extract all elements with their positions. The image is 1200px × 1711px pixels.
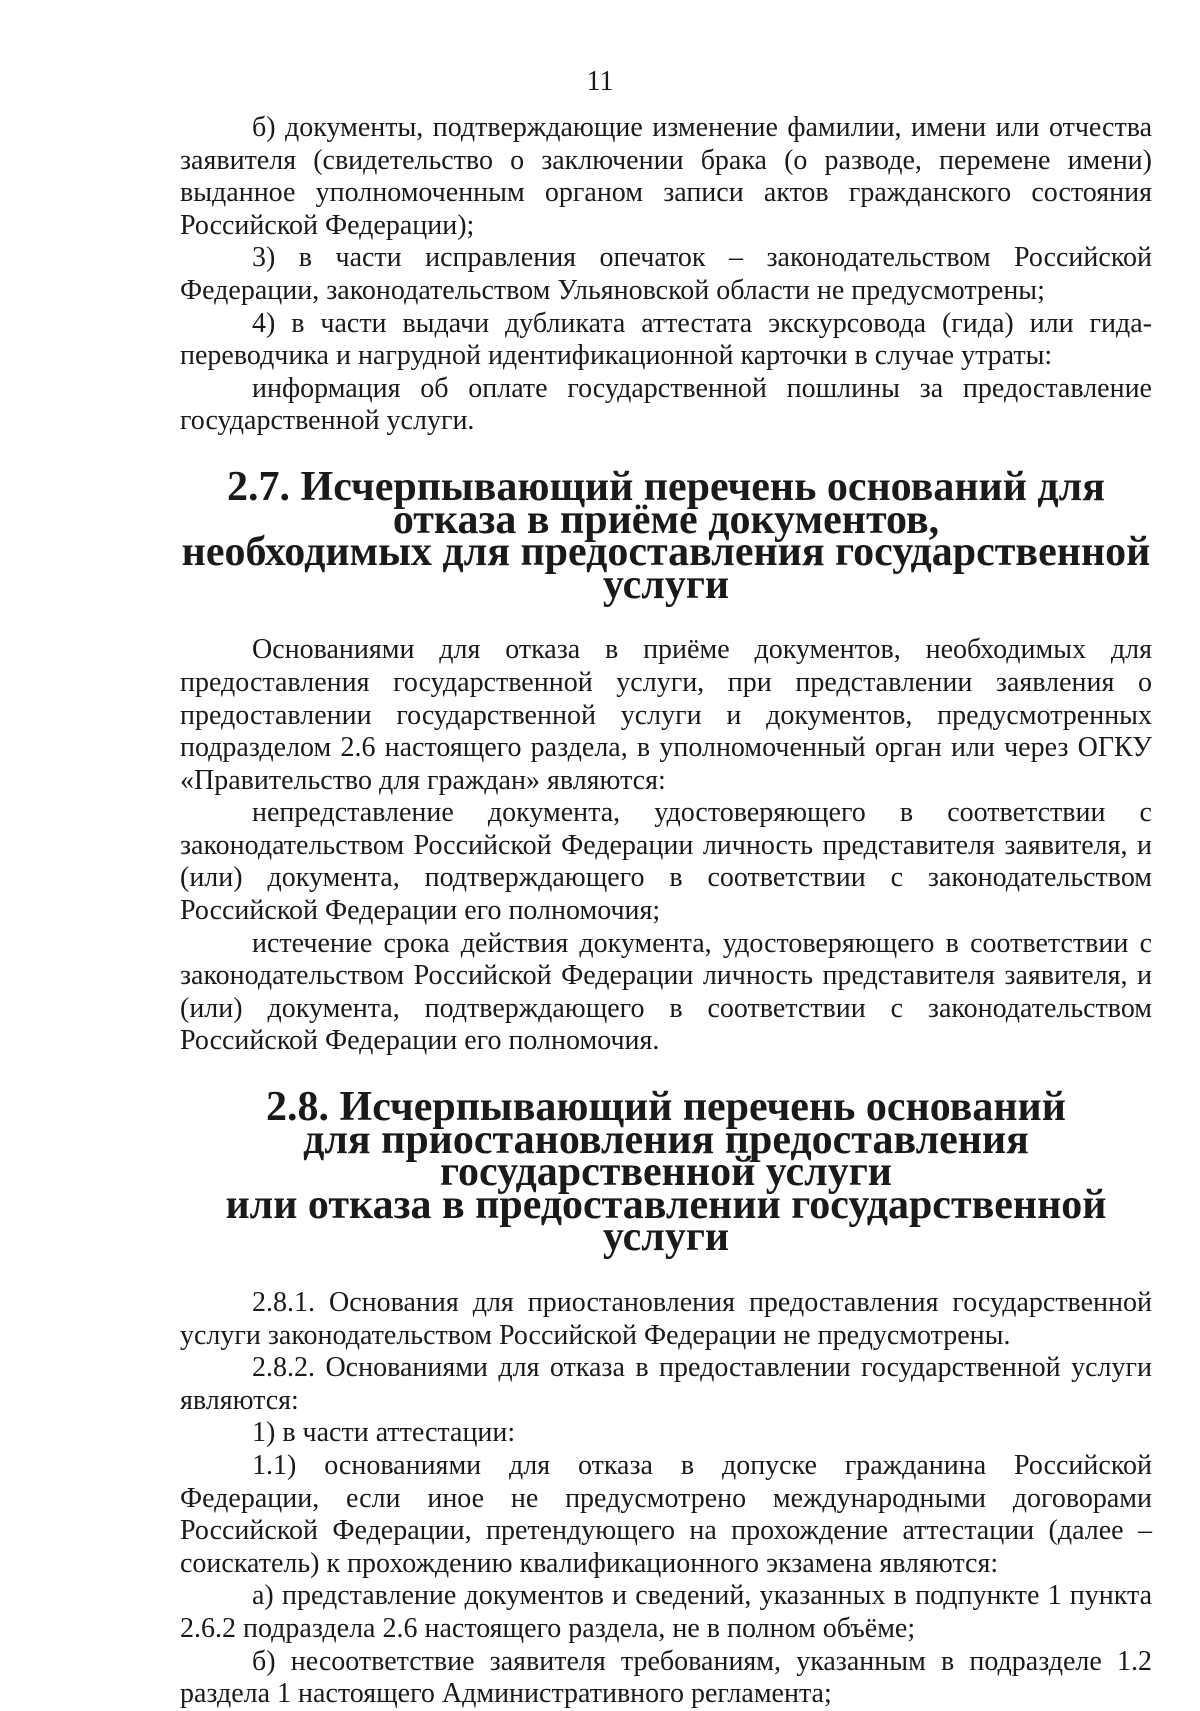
paragraph: 2.8.2. Основаниями для отказа в предоставлении государственной услуги являются: xyxy=(180,1352,1152,1416)
paragraph: Основаниями для отказа в приёме документов, необходимых для предоставления государственной услуги, при представлении заявления о предоставлении государственной услуги и документов, предусмотренных подразделом 2.6 настоящего раздела, в уполномоченный орган или через ОГКУ «Правительство для граждан» являются: xyxy=(180,634,1152,796)
heading-line: 2.8. Исчерпывающий перечень оснований xyxy=(266,1084,1066,1131)
paragraph: а) представление документов и сведений, указанных в подпункте 1 пункта 2.6.2 подраздела 2.6 настоящего раздела, не в полном объёме; xyxy=(180,1580,1152,1644)
heading-line: для приостановления предоставления государственной услуги xyxy=(303,1116,1029,1196)
heading-line: 2.7. Исчерпывающий перечень оснований для отказа в приёме документов, xyxy=(227,463,1105,543)
heading-line: необходимых для предоставления государственной услуги xyxy=(181,529,1151,608)
paragraph: непредставление документа, удостоверяющего в соответствии с законодательством Российской Федерации личность представителя заявителя, и (или) документа, подтверждающего в соответствии с законодательством Российской Федерации его полномочия; xyxy=(180,797,1152,927)
paragraph: истечение срока действия документа, удостоверяющего в соответствии с законодательством Российской Федерации личность представителя заявителя, и (или) документа, подтверждающего в соответствии с законодательством Российской Федерации его полномочия. xyxy=(180,927,1152,1057)
paragraph: 4) в части выдачи дубликата аттестата экскурсовода (гида) или гида-переводчика и нагрудной идентификационной карточки в случае утраты: xyxy=(180,307,1152,372)
paragraph: 2.8.1. Основания для приостановления предоставления государственной услуги законодательством Российской Федерации не предусмотрены. xyxy=(180,1287,1152,1351)
paragraph: 3) в части исправления опечаток – законодательством Российской Федерации, законодательством Ульяновской области не предусмотрены; xyxy=(180,242,1152,306)
section-heading-2-7 xyxy=(180,463,1152,608)
paragraph: 1) в части аттестации: xyxy=(252,1417,516,1449)
page-number: 11 xyxy=(586,66,614,97)
heading-line: или отказа в предоставлении государственной услуги xyxy=(225,1181,1107,1261)
paragraph: 1.1) основаниями для отказа в допуске гражданина Российской Федерации, если иное не предусмотрено международными договорами Российской Федерации, претендующего на прохождение аттестации (далее – соискатель) к прохождению квалификационного экзамена являются: xyxy=(180,1449,1152,1579)
page-content xyxy=(180,112,1152,1711)
section-heading-2-8 xyxy=(180,1084,1152,1261)
paragraph: б) документы, подтверждающие изменение фамилии, имени или отчества заявителя (свидетельство о заключении брака (о разводе, перемене имени) выданное уполномоченным органом записи актов гражданского состояния Российской Федерации); xyxy=(180,112,1152,241)
paragraph: информация об оплате государственной пошлины за предоставление государственной услуги. xyxy=(180,372,1152,437)
paragraph: б) несоответствие заявителя требованиям, указанным в подразделе 1.2 раздела 1 настоящего Административного регламента; xyxy=(180,1645,1152,1710)
